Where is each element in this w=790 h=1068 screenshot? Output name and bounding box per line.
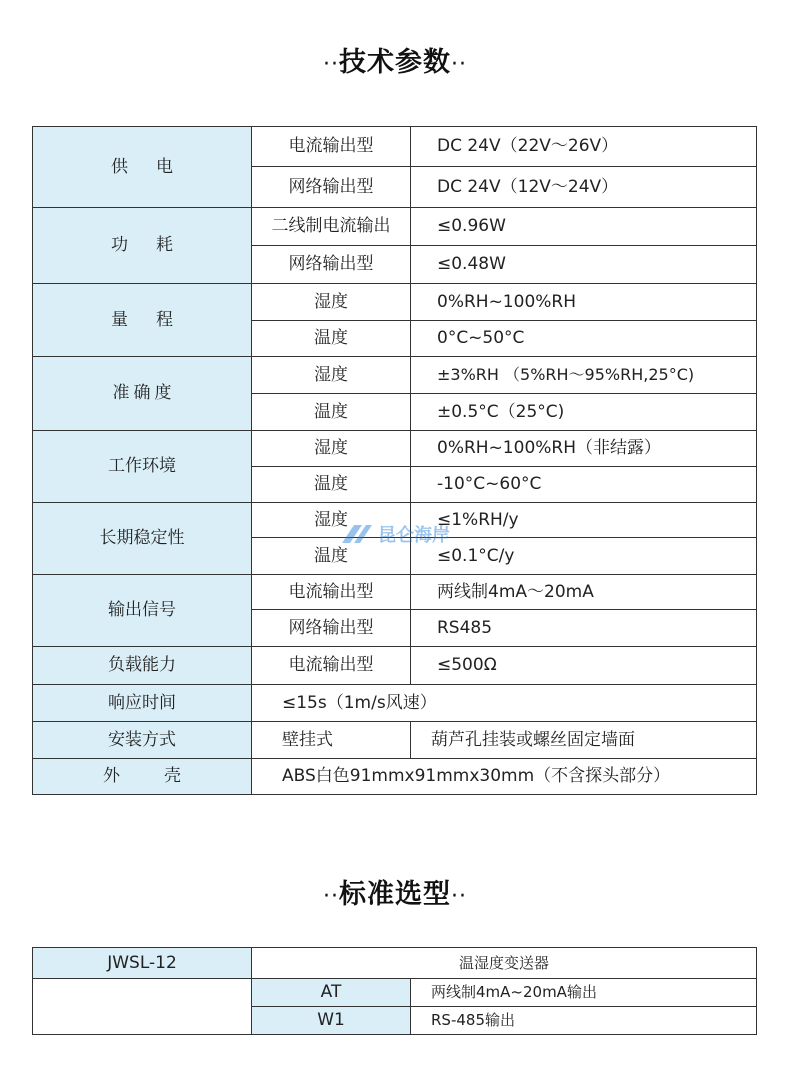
value-cell: 0%RH~100%RH	[411, 284, 757, 321]
value-cell: 0%RH~100%RH（非结露）	[411, 431, 757, 467]
empty-cell	[33, 979, 252, 1035]
value-cell: ±0.5°C（25°C)	[411, 394, 757, 431]
value-cell: ≤0.1°C/y	[411, 538, 757, 575]
spec-table	[32, 126, 757, 795]
table-row	[33, 284, 757, 321]
table-row	[33, 208, 757, 246]
option-code-cell: W1	[252, 1007, 411, 1035]
value-cell: ≤0.96W	[411, 208, 757, 246]
value-cell: 0°C~50°C	[411, 321, 757, 357]
category-housing: 外壳	[33, 759, 252, 795]
product-name-cell: 温湿度变送器	[252, 948, 757, 979]
category-environment: 工作环境	[33, 431, 252, 503]
table-row	[33, 127, 757, 167]
sub-label: 二线制电流输出	[252, 208, 411, 246]
sub-label: 温度	[252, 538, 411, 575]
sub-label: 温度	[252, 321, 411, 357]
sub-label: 湿度	[252, 357, 411, 394]
value-cell: ≤1%RH/y	[411, 503, 757, 538]
sub-label: 网络输出型	[252, 610, 411, 647]
option-code-cell: AT	[252, 979, 411, 1007]
option-desc-cell: 两线制4mA~20mA输出	[411, 979, 757, 1007]
table-row	[33, 431, 757, 467]
value-cell: ≤500Ω	[411, 647, 757, 685]
category-power-consumption: 功耗	[33, 208, 252, 284]
category-install: 安装方式	[33, 722, 252, 759]
sub-label: 电流输出型	[252, 647, 411, 685]
sub-label: 湿度	[252, 503, 411, 538]
sub-label: 湿度	[252, 284, 411, 321]
sub-label: 电流输出型	[252, 575, 411, 610]
selection-table	[32, 947, 757, 1035]
value-cell: -10°C~60°C	[411, 467, 757, 503]
value-cell: DC 24V（12V～24V）	[411, 167, 757, 208]
category-range: 量程	[33, 284, 252, 357]
section-title-tech-params: ··技术参数··	[323, 47, 467, 78]
category-accuracy: 准确度	[33, 357, 252, 431]
value-cell: ≤0.48W	[411, 246, 757, 284]
category-stability: 长期稳定性	[33, 503, 252, 575]
category-load: 负载能力	[33, 647, 252, 685]
table-row	[33, 948, 757, 979]
category-response: 响应时间	[33, 685, 252, 722]
category-power-supply: 供电	[33, 127, 252, 208]
sub-label: 湿度	[252, 431, 411, 467]
section-title-selection: ··标准选型··	[323, 879, 467, 910]
table-row	[33, 685, 757, 722]
table-row	[33, 647, 757, 685]
value-cell: ABS白色91mmx91mmx30mm（不含探头部分）	[252, 759, 757, 795]
table-row	[33, 979, 757, 1007]
table-row	[33, 575, 757, 610]
table-row	[33, 759, 757, 795]
table-row	[33, 357, 757, 394]
table-row	[33, 722, 757, 759]
model-cell: JWSL-12	[33, 948, 252, 979]
option-desc-cell: RS-485输出	[411, 1007, 757, 1035]
watermark-text: 昆仑海岸	[378, 525, 450, 546]
sub-label: 网络输出型	[252, 246, 411, 284]
value-cell: 葫芦孔挂装或螺丝固定墙面	[411, 722, 757, 759]
value-cell: DC 24V（22V～26V）	[411, 127, 757, 167]
sub-label: 电流输出型	[252, 127, 411, 167]
watermark-logo	[340, 520, 470, 548]
value-cell: 两线制4mA～20mA	[411, 575, 757, 610]
sub-label: 温度	[252, 394, 411, 431]
sub-label: 壁挂式	[252, 722, 411, 759]
value-cell: ±3%RH （5%RH～95%RH,25°C)	[411, 357, 757, 394]
logo-icon	[340, 523, 374, 545]
value-cell: ≤15s（1m/s风速）	[252, 685, 757, 722]
category-output: 输出信号	[33, 575, 252, 647]
sub-label: 网络输出型	[252, 167, 411, 208]
value-cell: RS485	[411, 610, 757, 647]
sub-label: 温度	[252, 467, 411, 503]
